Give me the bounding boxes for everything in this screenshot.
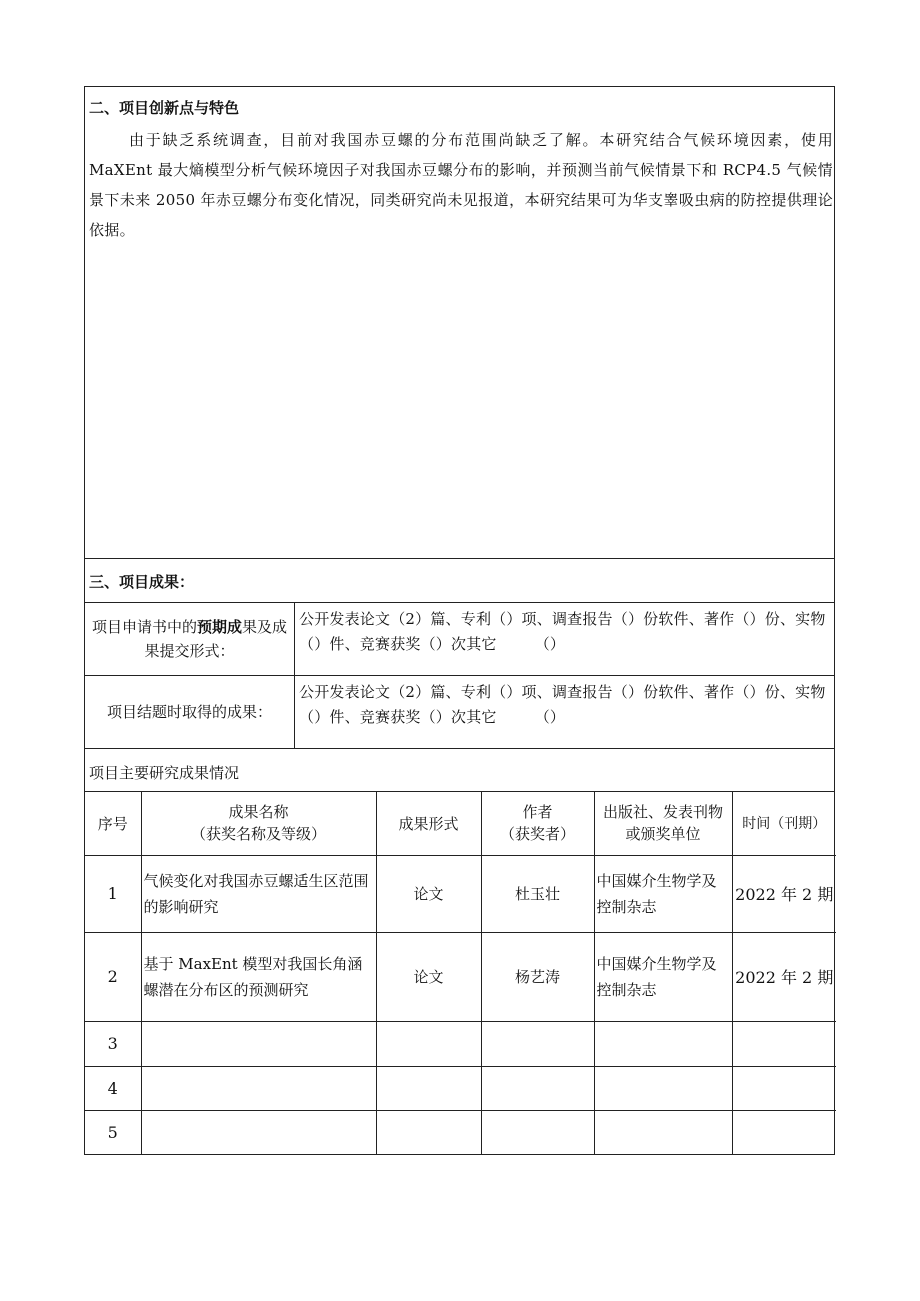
header-name [141,792,376,855]
results-section-title: 三、项目成果： [89,573,195,591]
header-author [481,792,594,855]
innovation-paragraph: 由于缺乏系统调查，目前对我国赤豆螺的分布范围尚缺乏了解。本研究结合气候环境因素，使用 MaXEnt 最大熵模型分析气候环境因子对我国赤豆螺分布的影响，并预测当前气候情景下和 RCP4.5 气候情景下未来 2050 年赤豆螺分布变化情况，同类研究尚未见报道，本研究结果可为华支睾吸虫病的防控提供理论依据。 [89,131,833,239]
project-form [84,86,835,1155]
row-index: 2 [85,932,141,1021]
row-time [732,1066,836,1110]
row-form [376,1110,481,1154]
header-time: 时间（刊期） [732,792,836,855]
table-row [85,855,836,932]
row-name [141,1066,376,1110]
header-index: 序号 [85,792,141,855]
header-author-line1: 作者 [522,803,553,822]
header-author-line2: （获奖者） [499,825,575,844]
results-section-header [85,559,834,603]
achieved-results-value: 公开发表论文（2）篇、专利（）项、调查报告（）份软件、著作（）份、实物（）件、竞赛获奖（）次其它 （） [299,683,826,726]
row-index: 5 [85,1110,141,1154]
row-name [141,1021,376,1066]
achieved-results-row [85,676,834,749]
innovation-section-title: 二、项目创新点与特色 [89,99,240,117]
header-publisher [594,792,732,855]
header-name-line1: 成果名称 [228,803,289,822]
table-row [85,1066,836,1110]
innovation-section [85,87,834,559]
header-publisher-line1: 出版社、发表刊物 [602,803,723,822]
expected-label-pre: 项目申请书中的 [91,618,197,636]
row-publisher [594,1021,732,1066]
row-name: 气候变化对我国赤豆螺适生区范围的影响研究 [141,855,376,932]
row-author: 杜玉壮 [481,855,594,932]
table-row [85,1110,836,1154]
achieved-results-label: 项目结题时取得的成果： [85,676,295,748]
row-time [732,1110,836,1154]
row-publisher: 中国媒介生物学及控制杂志 [594,855,732,932]
row-publisher [594,1110,732,1154]
row-form: 论文 [376,932,481,1021]
expected-label-post: 果及成果提交形式： [144,618,288,660]
main-results-summary-label: 项目主要研究成果情况 [85,749,834,792]
row-time: 2022 年 2 期 [732,855,836,932]
row-name [141,1110,376,1154]
row-name: 基于 MaxEnt 模型对我国长角涵螺潜在分布区的预测研究 [141,932,376,1021]
row-author [481,1110,594,1154]
expected-results-value: 公开发表论文（2）篇、专利（）项、调查报告（）份软件、著作（）份、实物（）件、竞赛获奖（）次其它 （） [299,610,826,653]
row-form [376,1021,481,1066]
table-row [85,1021,836,1066]
row-author [481,1066,594,1110]
results-table [85,792,836,1154]
row-author: 杨艺涛 [481,932,594,1021]
row-form [376,1066,481,1110]
row-publisher: 中国媒介生物学及控制杂志 [594,932,732,1021]
row-author [481,1021,594,1066]
expected-label-bold: 预期成 [196,618,242,636]
row-form: 论文 [376,855,481,932]
header-form: 成果形式 [376,792,481,855]
row-index: 3 [85,1021,141,1066]
row-time [732,1021,836,1066]
expected-results-row [85,603,834,676]
header-name-line2: （获奖名称及等级） [190,825,326,844]
row-publisher [594,1066,732,1110]
row-index: 1 [85,855,141,932]
row-time: 2022 年 2 期 [732,932,836,1021]
table-header-row [85,792,836,855]
row-index: 4 [85,1066,141,1110]
table-row [85,932,836,1021]
header-publisher-line2: 或颁奖单位 [625,825,701,844]
expected-results-label [85,603,295,675]
